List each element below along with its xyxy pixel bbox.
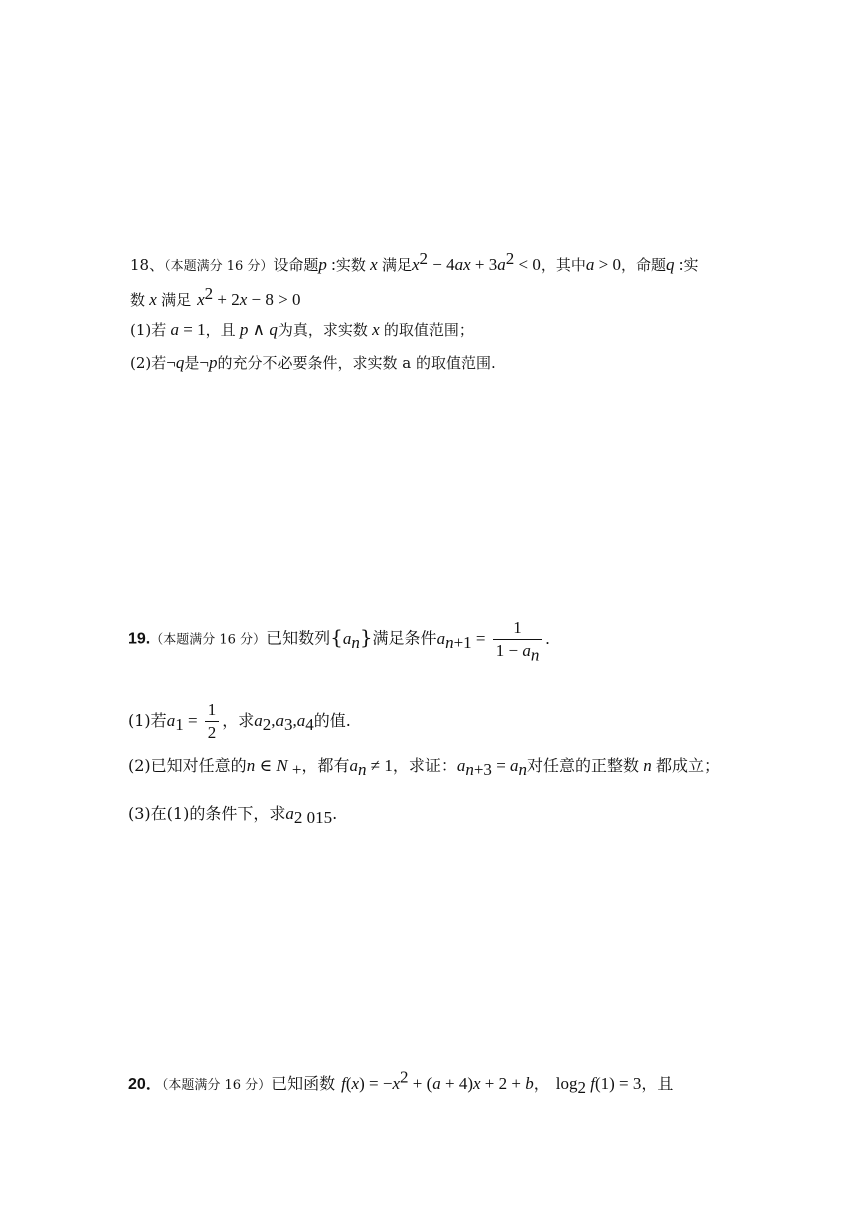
q18-text: 数 xyxy=(130,291,146,309)
part-label: (2) xyxy=(128,756,151,775)
part-label: (1) xyxy=(128,711,151,730)
q18-text: ，且 xyxy=(205,321,236,339)
q19-text: 已知数列 xyxy=(266,628,331,648)
q19-part-2: (2)已知对任意的n ∈ N $_+$，都有$a_n \ne 1$，求证：$a_{n+3} = a_n$对任意的正整数 n 都成立； xyxy=(128,756,721,780)
q19-score: （本题满分 16 分） xyxy=(150,632,267,648)
q18-text: 实 xyxy=(683,256,699,274)
q18-text: ，其中 xyxy=(540,256,586,274)
q18-score: （本题满分 16 分） xyxy=(164,259,274,274)
q18-text: 是 xyxy=(184,354,200,372)
q19-text: 已知对任意的 xyxy=(150,756,247,775)
formula-p: p xyxy=(318,255,327,274)
q20-text: 已知函数 xyxy=(271,1074,336,1093)
formula-n-in-N: n ∈ N $_+$ xyxy=(246,756,302,780)
q18-text: 的充分不必要条件，求实数 a 的取值范围. xyxy=(217,354,496,372)
q19-part-1 xyxy=(128,700,351,743)
q18-text: 的取值范围； xyxy=(383,321,474,339)
q19-text: 在(1)的条件下，求 xyxy=(150,804,286,823)
q18-part-2 xyxy=(130,353,496,373)
q19-text: 都成立； xyxy=(656,756,721,775)
formula-inequality-q: $x^2 + 2x - 8 > 0$ xyxy=(197,284,301,309)
q19-text: 满足条件 xyxy=(372,628,437,648)
formula-period-3: $a_{n+3} = a_n$ xyxy=(456,756,528,780)
q18-text: 实数 xyxy=(335,256,366,274)
q20-text: ， xyxy=(641,1074,658,1093)
q20-number: 20． xyxy=(128,1076,162,1093)
q18-text: 若 xyxy=(151,354,167,372)
q18-text: 为真，求实数 xyxy=(277,321,368,339)
q20-score: （本题满分 16 分） xyxy=(161,1078,272,1093)
formula-a-equals-1: a = 1 xyxy=(166,320,206,339)
part-label: (2) xyxy=(130,354,152,372)
formula-a-positive: a > 0 xyxy=(585,255,621,274)
formula-p-and-q: p ∧ q xyxy=(235,320,278,339)
q19-text: 对任意的正整数 xyxy=(527,756,640,775)
q19-text: 的值. xyxy=(313,711,351,730)
q19-part-3 xyxy=(128,804,338,828)
q19-text: ，都有 xyxy=(301,756,350,775)
formula-log: $\log_2 f(1) = 3$ xyxy=(555,1074,642,1098)
formula-a2-a3-a4: $a_2,a_3,a_4$ xyxy=(254,711,314,735)
q18-text: 满足 xyxy=(161,291,192,309)
formula-recurrence: $a_{n+1}$ = $\frac{1}{1 - a_n}$ . xyxy=(436,618,550,665)
q18-part-1: (1)若 a = 1，且 p ∧ q为真，求实数 x 的取值范围； xyxy=(130,320,474,339)
q20-text: ， xyxy=(533,1074,550,1093)
q19-line-1 xyxy=(128,618,550,665)
formula-not-p: ¬p xyxy=(199,353,218,372)
formula-q: q xyxy=(665,255,675,274)
formula-x: x xyxy=(365,255,382,274)
q18-text: 若 xyxy=(151,321,167,339)
q18-text: 满足 xyxy=(381,256,412,274)
q20-text: 且 xyxy=(657,1074,674,1093)
q18-number: 18、 xyxy=(130,256,165,274)
q20-line-1 xyxy=(128,1067,674,1098)
formula-a2015: $a_{2 015}$ xyxy=(285,804,333,828)
q18-line-2: 数 x 满足 $x^2 + 2x - 8 > 0$ xyxy=(130,284,301,309)
formula-an-ne-1: $a_n \ne 1$ xyxy=(349,756,393,780)
formula-not-q: ¬q xyxy=(166,353,185,372)
q18-line-1: 18、（本题满分 16 分）设命题p :实数 x 满足$x^2 - 4ax + 3a^2 < 0$，其中a > 0，命题q :实 xyxy=(130,249,699,274)
part-label: (3) xyxy=(128,804,151,823)
q19-text: ，求 xyxy=(222,711,255,730)
q19-text: ，求证： xyxy=(392,756,457,775)
q18-text: 设命题 xyxy=(273,256,319,274)
q19-text: 若 xyxy=(150,711,167,730)
q19-number: 19. xyxy=(128,630,151,648)
formula-a1-half: $a_1$ = $\frac{1}{2}$ xyxy=(167,711,223,730)
q18-text: ，命题 xyxy=(620,256,666,274)
formula-function: $f(x) = -x^2 + (a + 4)x + 2 + b$ xyxy=(341,1067,534,1093)
part-label: (1) xyxy=(130,321,152,339)
formula-inequality-p: $x^2 - 4ax + 3a^2 < 0$ xyxy=(411,249,541,274)
formula-sequence: $\{a_n\}$ xyxy=(330,624,373,652)
q19-text: . xyxy=(332,804,338,823)
